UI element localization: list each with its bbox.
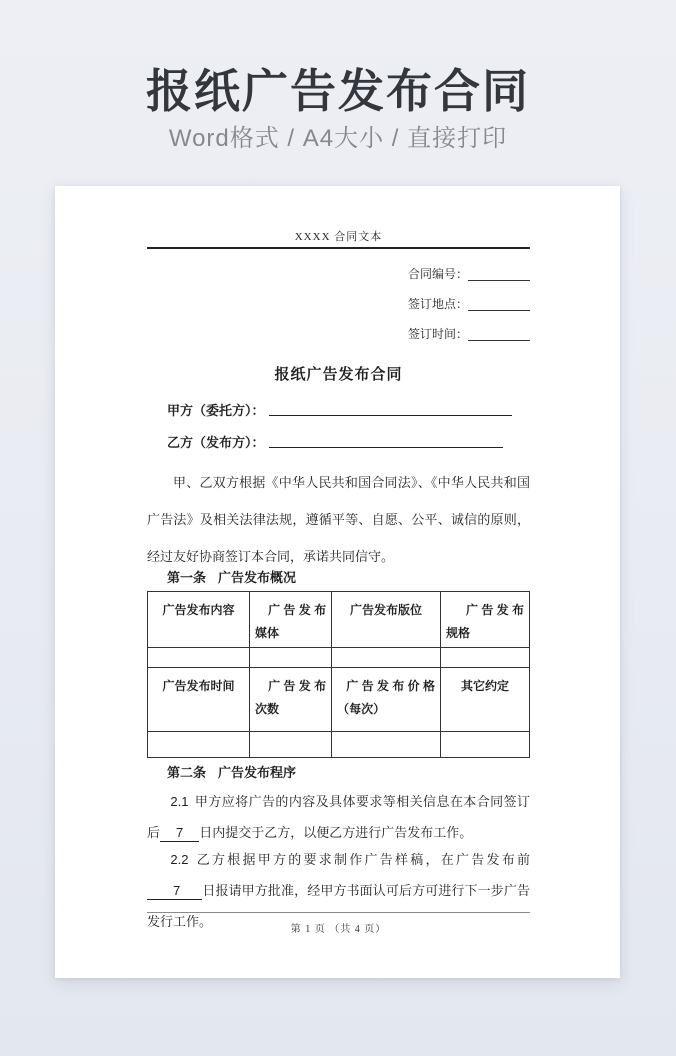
cell-ad-times-line1: 广 告 发 布 <box>268 679 327 693</box>
signing-place-field <box>147 289 530 319</box>
party-a-field <box>147 397 530 419</box>
document-title: 报纸广告发布合同 <box>274 366 403 383</box>
empty-cell <box>249 648 331 668</box>
section-1-number: 第一条 <box>167 570 207 585</box>
section-2-number: 第二条 <box>167 765 207 780</box>
contract-number-blank <box>468 269 530 281</box>
empty-cell <box>332 648 441 668</box>
cell-ad-media <box>249 592 331 648</box>
cell-ad-position: 广告发布版位 <box>332 592 441 648</box>
contract-number-label: 合同编号： <box>407 267 468 281</box>
cell-ad-price-line2: （每次） <box>337 702 386 716</box>
clause-2-1 <box>147 786 530 848</box>
clause-2-1-blank: 7 <box>160 825 199 842</box>
cell-ad-media-line2: 媒体 <box>254 626 279 640</box>
empty-cell <box>440 732 529 758</box>
empty-cell <box>249 732 331 758</box>
section-1-title: 广告发布概况 <box>218 570 297 585</box>
contract-number-field <box>147 259 530 289</box>
section-2-title: 广告发布程序 <box>218 765 297 780</box>
signing-place-blank <box>468 299 530 311</box>
party-a-blank <box>269 415 512 416</box>
intro-paragraph: 甲、乙双方根据《中华人民共和国合同法》、《中华人民共和国广告法》及相关法律法规，遵循平等、自愿、公平、诚信的原则，经过友好协商签订本合同，承诺共同信守。 <box>147 475 530 564</box>
party-fields <box>147 397 530 451</box>
cell-ad-times-line2: 次数 <box>254 702 279 716</box>
cell-ad-spec <box>440 592 529 648</box>
clause-2-1-text-post: 日内提交于乙方，以便乙方进行广告发布工作。 <box>199 825 473 840</box>
table-header-row-2 <box>148 668 530 732</box>
cell-ad-times <box>249 668 331 732</box>
clause-2-2-blank: 7 <box>147 883 202 900</box>
signing-place-label: 签订地点： <box>407 297 468 311</box>
cell-other-terms: 其它约定 <box>440 668 529 732</box>
clause-2-1-text-pre: 甲方应将广告的内容及具体要求等相关信息在本合同签订后 <box>147 794 530 840</box>
section-2-heading <box>147 764 530 782</box>
table-header-row-1 <box>148 592 530 648</box>
party-b-label: 乙方（发布方）： <box>167 435 265 450</box>
party-b-field <box>147 429 530 451</box>
empty-cell <box>148 648 250 668</box>
banner <box>0 0 676 154</box>
cell-ad-content: 广告发布内容 <box>148 592 250 648</box>
ad-overview-table <box>147 591 530 758</box>
cell-ad-time: 广告发布时间 <box>148 668 250 732</box>
header-rule <box>147 247 530 249</box>
cell-ad-price-line1: 广 告 发 布 价 格 <box>346 679 435 693</box>
clause-2-2-text-post: 日报请甲方批准，经甲方书面认可后方可进行下一步广告发行工作。 <box>147 883 530 929</box>
cell-ad-spec-line1: 广 告 发 布 <box>465 603 524 617</box>
clause-2-1-number: 2.1 <box>170 794 189 809</box>
party-a-label: 甲方（委托方）： <box>167 403 265 418</box>
party-b-blank <box>269 447 503 448</box>
meta-fields <box>147 259 530 349</box>
banner-subtitle: Word格式 / A4大小 / 直接打印 <box>168 125 508 152</box>
empty-cell <box>440 648 529 668</box>
table-empty-row-1 <box>148 648 530 668</box>
banner-title: 报纸广告发布合同 <box>146 65 530 117</box>
signing-date-field <box>147 319 530 349</box>
signing-date-blank <box>468 329 530 341</box>
empty-cell <box>148 732 250 758</box>
document-page <box>55 186 620 978</box>
signing-date-label: 签订时间： <box>407 327 468 341</box>
table-empty-row-2 <box>148 732 530 758</box>
cell-ad-media-line1: 广 告 发 布 <box>268 603 327 617</box>
clause-2-2-number: 2.2 <box>170 852 189 867</box>
clause-2-2-text-pre: 乙方根据甲方的要求制作广告样稿，在广告发布前 <box>194 852 530 867</box>
document-header-text: XXXX 合同文本 <box>294 231 383 243</box>
cell-ad-price <box>332 668 441 732</box>
page-number-footer: 第 1 页 （共 4 页） <box>147 912 530 935</box>
cell-ad-spec-line2: 规格 <box>445 626 470 640</box>
empty-cell <box>332 732 441 758</box>
